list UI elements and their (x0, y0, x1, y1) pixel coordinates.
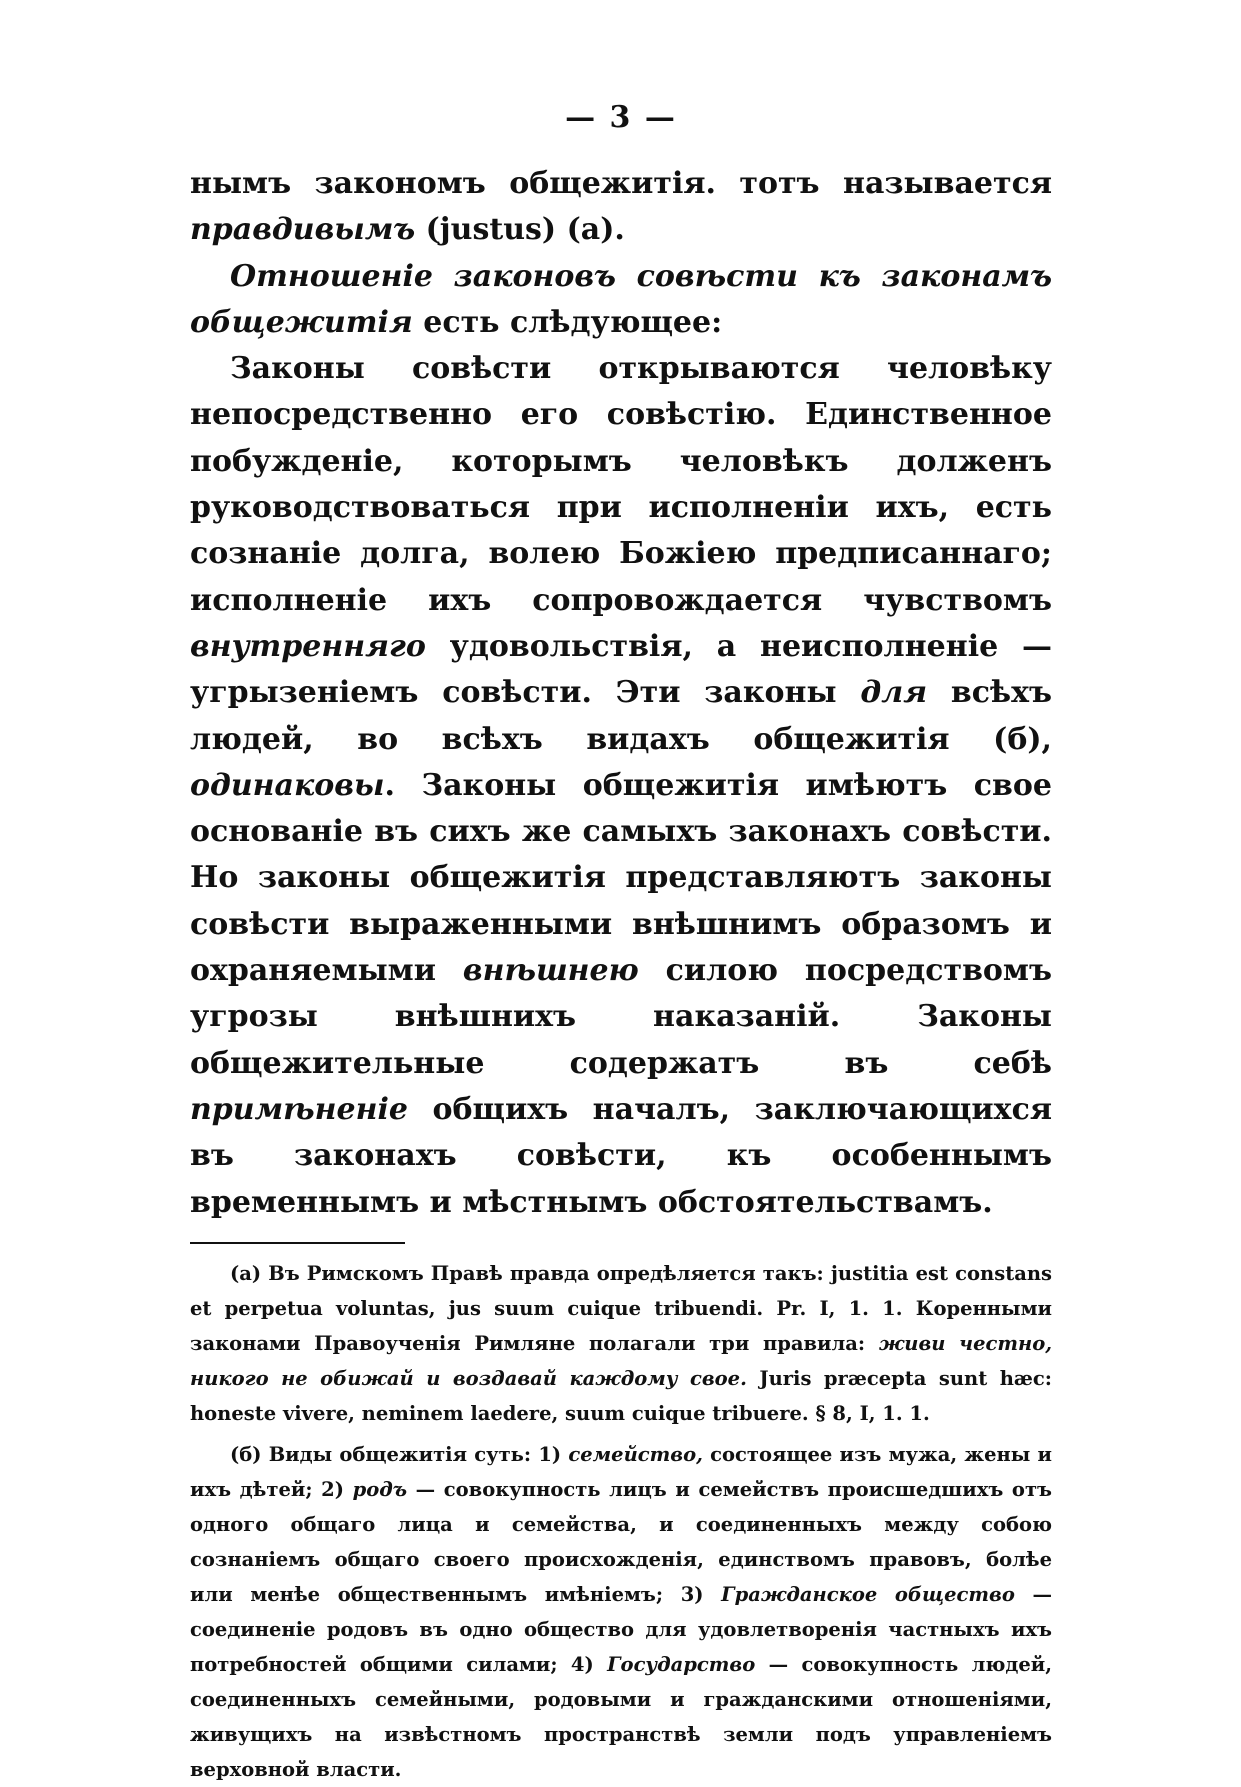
italic-term: семейство, (568, 1442, 703, 1466)
paragraph-continuation (190, 161, 1052, 254)
italic-term: внѣшнею (462, 953, 639, 989)
text-run: всѣхъ людей, во всѣхъ видахъ общежитія (б), (190, 675, 1052, 757)
footnote-a (190, 1256, 1052, 1431)
text-run: — совокупность лицъ и семействъ происшедшихъ отъ одного общаго лица и семейства, и соединенныхъ между собою сознаніемъ общаго своего происхожденія, единствомъ правовъ, болѣе или менѣе общественнымъ имѣніемъ; 3) (190, 1477, 1052, 1606)
text-run: есть слѣдующее: (412, 304, 723, 340)
italic-term: правдивымъ (190, 212, 416, 248)
text-run: (б) Виды общежитія суть: 1) (230, 1442, 569, 1466)
text-run: . Законы общежитія имѣютъ свое основаніе въ сихъ же самыхъ законахъ совѣсти. Но законы общежитія представляютъ законы совѣсти выраженными внѣшнимъ образомъ и охраняемыми (190, 767, 1052, 989)
page-content (190, 100, 1053, 1781)
text-run: состоящее изъ мужа, жены и ихъ дѣтей; 2) (190, 1442, 1052, 1501)
text-run: силою посредствомъ угрозы внѣшнихъ наказаній. Законы общежительные содержатъ въ себѣ (190, 953, 1053, 1081)
text-run: общихъ началъ, заключающихся въ законахъ совѣсти, къ особеннымъ временнымъ и мѣстнымъ обстоятельствамъ. (190, 1091, 1052, 1220)
text-run: удовольствія, а неисполненіе — угрызеніемъ совѣсти. Эти законы (190, 628, 1052, 711)
text-run: Законы совѣсти открываются человѣку непосредственно его совѣстію. Единственное побужденіе, которымъ человѣкъ долженъ руководствоваться при исполненіи ихъ, есть сознаніе долга, волею Божіею предписаннаго; исполненіе ихъ сопровождается чувствомъ (190, 351, 1052, 618)
footnotes (190, 1256, 1052, 1787)
main-text (190, 161, 1052, 1226)
italic-term: примѣненіе (190, 1091, 408, 1127)
italic-term: одинаковы (190, 767, 385, 803)
italic-term: родъ (352, 1477, 408, 1501)
page-number: — 3 — (565, 100, 677, 135)
italic-heading: Отношеніе законовъ совѣсти къ законамъ общежитія (190, 258, 1052, 340)
italic-term: Гражданское общество (721, 1582, 1015, 1606)
text-run: Juris præcepta sunt hæc: honeste vivere, neminem laedere, suum cuique tribuere. § 8, I, 1. 1. (190, 1366, 1052, 1425)
italic-term: внутренняго (190, 628, 426, 664)
italic-term: Государство (607, 1652, 756, 1676)
text-run: (justus) (а). (415, 212, 625, 248)
text-run: — соединеніе родовъ въ одно общество для удовлетворенія частныхъ ихъ потребностей общими силами; 4) (190, 1582, 1052, 1676)
footnote-b (190, 1437, 1052, 1787)
footnote-divider (190, 1242, 405, 1244)
paragraph-relation-heading (190, 254, 1052, 347)
text-run: нымъ закономъ общежитія. тотъ называется (190, 166, 1052, 201)
paragraph-laws-of-conscience (190, 346, 1052, 1226)
text-run: (а) Въ Римскомъ Правѣ правда опредѣляется такъ: justitia est constans et perpetua voluntas, jus suum cuique tribuendi. Pr. I, 1. 1. Коренными законами Правоученія Римляне полагали три правила: (190, 1261, 1052, 1355)
text-run: — совокупность людей, соединенныхъ семейными, родовыми и гражданскими отношеніями, живущихъ на извѣстномъ пространствѣ земли подъ управленіемъ верховной власти. (190, 1652, 1052, 1781)
italic-term: для (860, 675, 928, 711)
italic-term: живи честно, никого не обижай и воздавай каждому свое. (190, 1331, 1052, 1390)
